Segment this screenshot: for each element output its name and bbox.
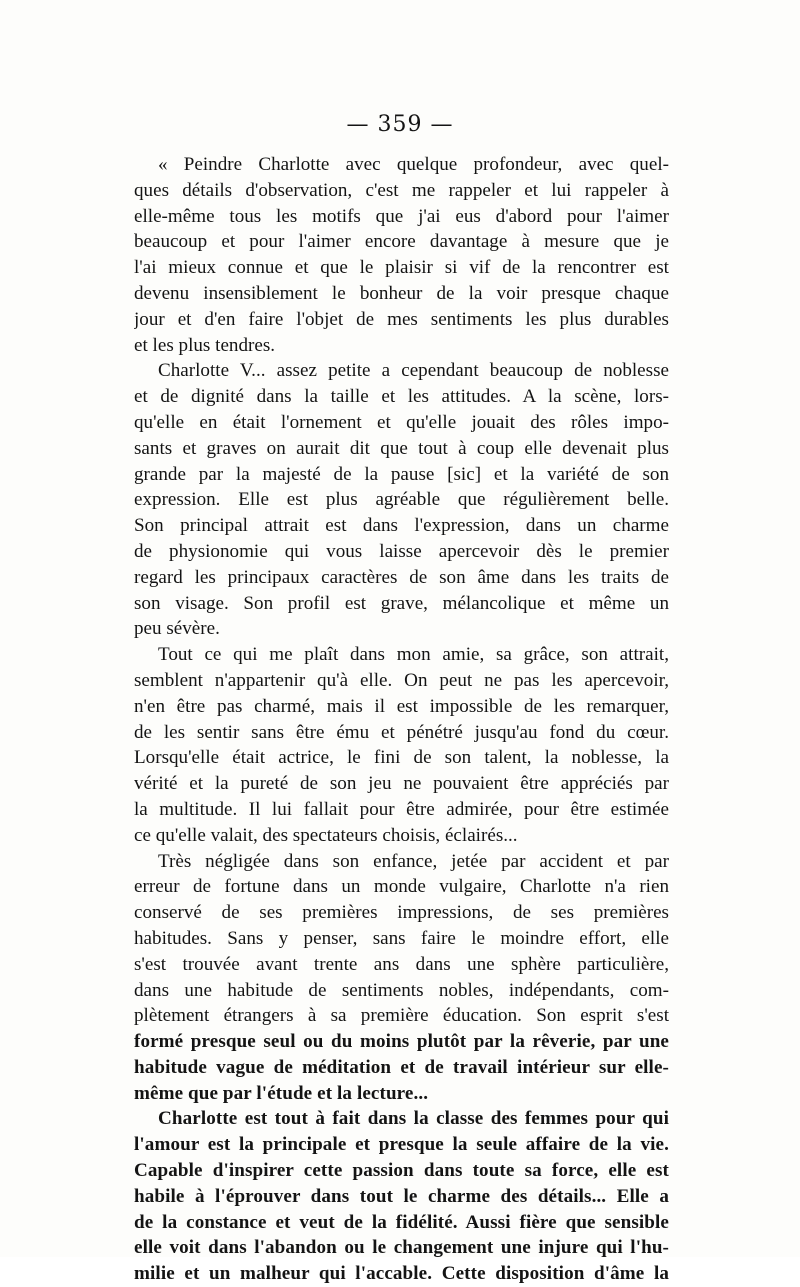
text-line: et de dignité dans la taille et les attitudes. A la scène, lors- [134,386,669,408]
text-line: qu'elle en était l'ornement et qu'elle jouait des rôles impo- [134,411,669,433]
text-line: Très négligée dans son enfance, jetée par accident et par [158,850,669,872]
text-line: n'en être pas charmé, mais il est impossible de les remarquer, [134,695,669,717]
text-line: s'est trouvée avant trente ans dans une sphère particulière, [134,953,669,975]
text-line: habile à l'éprouver dans tout le charme des détails... Elle a [134,1185,669,1207]
text-line: elle voit dans l'abandon ou le changement une injure qui l'hu- [134,1237,669,1259]
page-number: — 359 — [346,112,454,137]
text-line: Charlotte est tout à fait dans la classe des femmes pour qui [158,1108,669,1130]
text-line: de physionomie qui vous laisse apercevoir dès le premier [134,540,669,562]
text-line: ce qu'elle valait, des spectateurs choisis, éclairés... [134,824,518,846]
text-line: formé presque seul ou du moins plutôt par la rêverie, par une [134,1031,669,1053]
text-line: habitudes. Sans y penser, sans faire le moindre effort, elle [134,927,669,949]
text-line: beaucoup et pour l'aimer encore davantage à mesure que je [134,231,669,253]
text-line: son visage. Son profil est grave, mélancolique et même un [134,592,669,614]
text-line: Lorsqu'elle était actrice, le fini de son talent, la noblesse, la [134,747,669,769]
text-line: conservé de ses premières impressions, de ses premières [134,902,669,924]
text-line: expression. Elle est plus agréable que régulièrement belle. [134,489,669,511]
text-line: jour et d'en faire l'objet de mes sentiments les plus durables [134,308,669,330]
text-line: grande par la majesté de la pause [sic] et la variété de son [134,463,669,485]
text-line: erreur de fortune dans un monde vulgaire, Charlotte n'a rien [134,876,669,898]
body-text [134,152,669,1287]
text-line: l'ai mieux connue et que le plaisir si vif de la rencontrer est [134,257,669,279]
text-line: habitude vague de méditation et de travail intérieur sur elle- [134,1056,669,1078]
text-line: Tout ce qui me plaît dans mon amie, sa grâce, son attrait, [158,644,669,666]
text-line: semblent n'appartenir qu'à elle. On peut ne pas les apercevoir, [134,669,669,691]
text-line: de les sentir sans être ému et pénétré jusqu'au fond du cœur. [134,721,669,743]
text-line: la multitude. Il lui fallait pour être admirée, pour être estimée [134,798,669,820]
text-line: elle-même tous les motifs que j'ai eus d'abord pour l'aimer [134,205,669,227]
text-line: peu sévère. [134,618,220,640]
text-line: Son principal attrait est dans l'expression, dans un charme [134,515,669,537]
text-line: Capable d'inspirer cette passion dans toute sa force, elle est [134,1160,669,1182]
text-line: dans une habitude de sentiments nobles, indépendants, com- [134,979,669,1001]
text-line: plètement étrangers à sa première éducation. Son esprit s'est [134,1005,669,1027]
text-line: vérité et la pureté de son jeu ne pouvaient être appréciés par [134,773,669,795]
text-line: même que par l'étude et la lecture... [134,1082,429,1104]
text-line: l'amour est la principale et presque la seule affaire de la vie. [134,1134,669,1156]
text-line: ques détails d'observation, c'est me rappeler et lui rappeler à [134,179,669,201]
text-line: de la constance et veut de la fidélité. Aussi fière que sensible [134,1211,669,1233]
text-line: Charlotte V... assez petite a cependant beaucoup de noblesse [158,360,669,382]
text-line: devenu insensiblement le bonheur de la voir presque chaque [134,282,669,304]
text-line: sants et graves on aurait dit que tout à coup elle devenait plus [134,437,669,459]
text-line: « Peindre Charlotte avec quelque profondeur, avec quel- [158,154,669,175]
text-line: et les plus tendres. [134,334,276,356]
text-line: milie et un malheur qui l'accable. Cette disposition d'âme la [134,1263,669,1285]
text-line: regard les principaux caractères de son âme dans les traits de [134,566,669,588]
